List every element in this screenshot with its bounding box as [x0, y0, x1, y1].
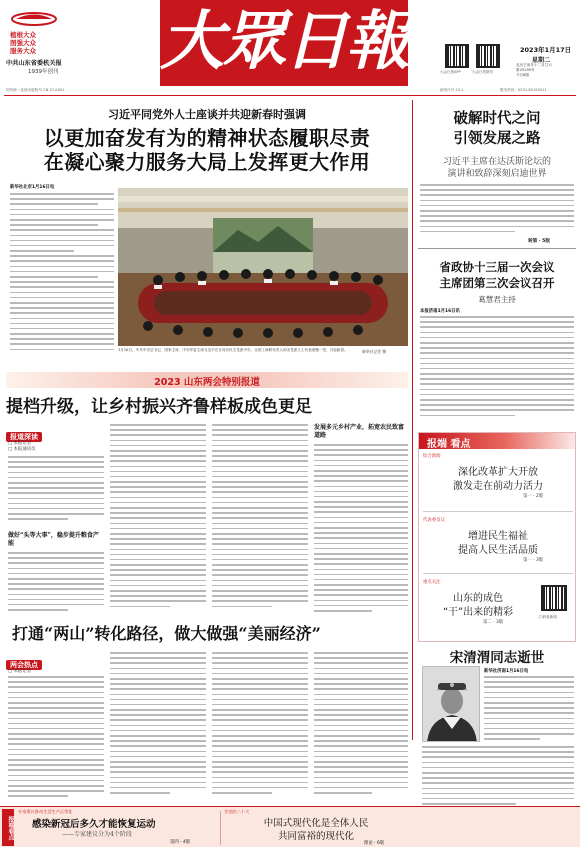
rural-subhead-2: 发展多元乡村产业，拓宽农民致富道路	[314, 424, 405, 439]
ecology-col4-text	[314, 652, 408, 800]
rural-label: 报道深读	[6, 432, 42, 442]
ecology-article[interactable]	[6, 618, 408, 804]
davos-subhead-2: 演讲和致辞深刻启迪世界	[447, 169, 547, 179]
guide-divider	[423, 511, 573, 512]
guide-item-title-1: 山东的成色	[453, 593, 503, 604]
bottom-right-teaser[interactable]	[224, 809, 410, 847]
cppcc-article[interactable]	[418, 254, 576, 430]
newspaper-emblem-icon	[10, 10, 58, 26]
issue-number: 第25195号	[516, 68, 535, 73]
obituary-article[interactable]	[418, 644, 576, 812]
lunar-date: 农历壬寅年十二月廿六	[516, 63, 552, 67]
page-count: 今日8版	[516, 73, 530, 78]
cn-code: 国内统一连续出版物号 CN 37-0001	[6, 88, 65, 92]
meeting-hall-photo	[118, 188, 408, 346]
ecology-col1-text	[8, 676, 104, 800]
bottom-left-section: 专家建议推动生活生产正常化	[18, 809, 73, 814]
obituary-portrait	[422, 666, 480, 742]
bottom-left-title: 感染新冠后多久才能恢复运动	[32, 819, 156, 830]
guide-item-page: 第一 · 3版	[523, 558, 544, 563]
slogan-1: 植根大众	[10, 31, 36, 39]
founded-label: 1939年创刊	[28, 69, 59, 75]
obituary-dateline: 新华社济南1月16日电	[484, 669, 529, 674]
rural-subhead-1: 做好“头等大事”，稳步提升粮食产能	[8, 532, 99, 547]
issue-meta	[516, 63, 578, 79]
publisher-label: 中共山东省委机关报	[6, 60, 62, 67]
davos-divider	[418, 248, 576, 249]
lead-photo-caption: 1月16日，中共中央总书记、国家主席、中央军委主席习近平在京同各民主党派中央、全国工商联负责人和无党派人士代表欢聚一堂，共迎新春。	[118, 348, 348, 352]
guide-box	[418, 432, 576, 642]
guide-item-title-2: “干”出来的精彩	[442, 607, 514, 618]
rural-col4-text	[314, 444, 408, 616]
rural-col1-text	[8, 456, 104, 530]
lead-photo[interactable]	[118, 188, 408, 346]
davos-body-text	[420, 184, 574, 236]
rural-byline-2: □ 本报通讯员	[8, 447, 36, 452]
lead-article[interactable]	[6, 100, 408, 370]
obituary-body-text-right	[484, 676, 574, 742]
lead-headline-2: 在凝心聚力服务大局上发挥更大作用	[43, 150, 371, 174]
rural-col2-text	[110, 424, 206, 616]
issue-weekday: 星期二	[532, 57, 551, 64]
rural-col3-text	[212, 424, 308, 616]
davos-headline-1: 破解时代之问	[453, 110, 541, 127]
bottom-right-title-1: 中国式现代化是全体人民	[263, 818, 369, 829]
wechat-qr-caption: 大众日报微信	[472, 70, 493, 74]
masthead-title: 大眾日報	[160, 4, 408, 79]
guide-banner	[419, 433, 575, 449]
wechat-qr-code[interactable]	[476, 44, 500, 68]
rural-label-tag	[6, 424, 76, 441]
guide-item-title-1: 增进民生福祉	[468, 531, 528, 542]
bottom-vertical-label	[2, 809, 14, 846]
issue-date: 2023年1月17日	[520, 46, 572, 54]
cppcc-body-text	[420, 316, 574, 422]
lead-dateline: 新华社北京1月16日电	[10, 185, 55, 190]
service-phone: 服务热线：0531-85193511	[500, 88, 547, 92]
bottom-right-title-2: 共同富裕的现代化	[277, 831, 354, 842]
masthead	[0, 0, 580, 100]
bottom-left-sub: ——专家建议分为4个阶段	[62, 831, 132, 838]
bottom-strip	[0, 806, 580, 847]
davos-see-also[interactable]: 转第 · 5版	[528, 239, 550, 244]
rural-byline-1: □ 本报记者	[8, 441, 32, 446]
bottom-right-section: 学党的二十大	[224, 809, 250, 814]
masthead-slogans	[10, 31, 36, 55]
ecology-label: 两会热点	[6, 660, 42, 670]
lead-body-text	[10, 193, 114, 353]
slogan-3: 服务大众	[10, 47, 36, 55]
ecology-byline: □ 本报记者	[8, 669, 32, 674]
masthead-divider	[4, 95, 576, 96]
bottom-left-page: 第四 · 4版	[170, 840, 191, 845]
guide-item-section: 代表委员议	[423, 518, 445, 523]
ecology-col3-text	[212, 652, 308, 800]
guide-divider	[423, 573, 573, 574]
rural-headline: 提档升级，让乡村振兴齐鲁样板成色更足	[6, 397, 312, 417]
guide-item-title-2: 提高人民生活品质	[458, 545, 538, 556]
cppcc-presider: 葛慧君主持	[478, 295, 516, 304]
right-column-divider	[412, 100, 413, 740]
cppcc-dateline: 本报济南1月16日讯	[420, 309, 460, 314]
guide-item[interactable]	[423, 517, 573, 575]
rural-col1-text-2	[8, 552, 104, 616]
slogan-2: 图强大众	[10, 39, 36, 47]
guide-qr-code[interactable]	[541, 585, 567, 611]
rural-article[interactable]	[6, 390, 408, 618]
app-qr-code[interactable]	[445, 44, 469, 68]
bottom-right-page: 理论 · 6版	[364, 841, 385, 846]
app-qr-caption: 大众日报APP	[440, 70, 461, 74]
lead-photo-credit: 新华社记者 摄	[362, 349, 386, 354]
ecology-label-tag	[6, 652, 76, 669]
lead-headline-1: 以更加奋发有为的精神状态履职尽责	[43, 126, 371, 150]
guide-item-title-1: 深化改革扩大开放	[458, 467, 538, 478]
guide-item-title-2: 激发走在前动力活力	[453, 481, 543, 492]
lead-kicker: 习近平同党外人士座谈并共迎新春时强调	[108, 108, 306, 121]
davos-headline-2: 引领发展之路	[453, 130, 541, 147]
postal-code: 邮发代号 23-1	[440, 88, 464, 92]
guide-item-page: 第二 · 3版	[483, 620, 504, 625]
bottom-divider	[220, 811, 221, 845]
guide-item-section: 重点关注	[423, 580, 441, 585]
guide-item[interactable]	[423, 453, 573, 511]
cppcc-headline-1: 省政协十三届一次会议	[439, 260, 555, 274]
ecology-col2-text	[110, 652, 206, 800]
lead-body-column	[10, 184, 114, 352]
obituary-body-text	[422, 746, 574, 808]
guide-item-page: 第一 · 2版	[523, 494, 544, 499]
obituary-headline: 宋清渭同志逝世	[449, 650, 545, 666]
sessions-banner	[6, 372, 408, 388]
cppcc-headline-2: 主席团第三次会议召开	[439, 276, 555, 290]
guide-item[interactable]	[423, 579, 573, 637]
davos-subhead-1: 习近平主席在达沃斯论坛的	[442, 157, 551, 167]
ecology-headline: 打通“两山”转化路径，做大做强“美丽经济”	[12, 624, 321, 643]
bottom-left-teaser[interactable]	[18, 809, 218, 847]
bottom-vertical-label-text: 报端看点	[7, 815, 14, 840]
guide-qr-caption: 扫码看新闻	[539, 615, 557, 619]
sessions-banner-title: 2023 山东两会特别报道	[154, 377, 260, 388]
masthead-title-block	[160, 0, 408, 86]
guide-item-section: 综合新闻	[423, 454, 441, 459]
guide-banner-title: 报端 看点	[427, 439, 471, 450]
davos-article[interactable]	[418, 100, 576, 250]
